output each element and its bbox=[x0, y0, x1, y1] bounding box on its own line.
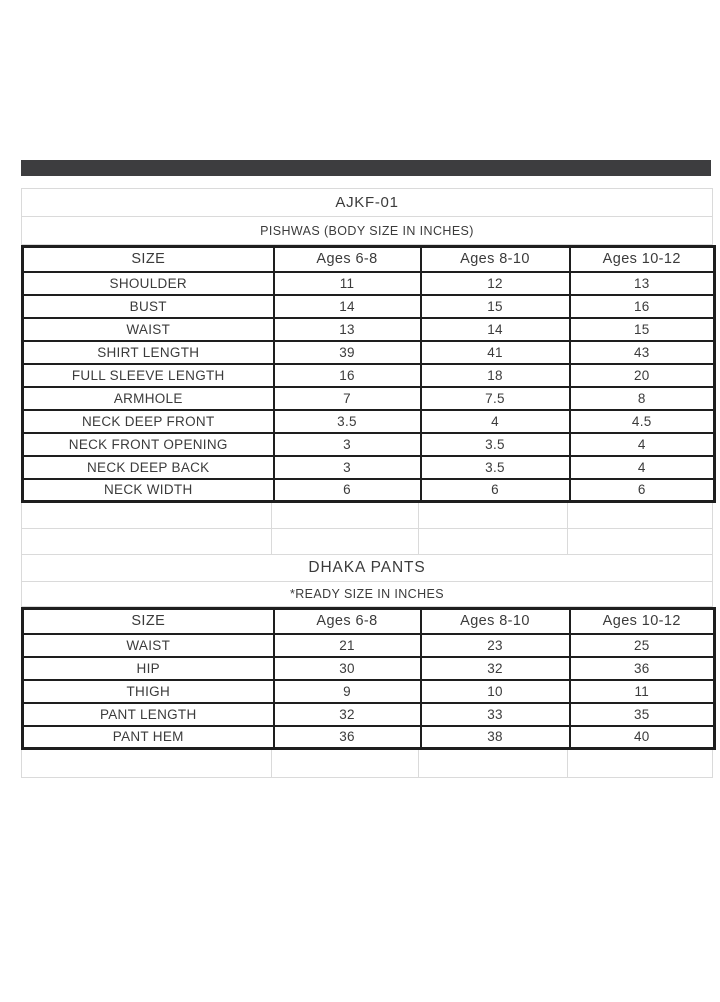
measure-label-cell: NECK DEEP FRONT bbox=[23, 410, 274, 433]
size-value-cell: 16 bbox=[274, 364, 421, 387]
measure-label-cell: THIGH bbox=[23, 680, 274, 703]
size-value-cell: 10 bbox=[421, 680, 570, 703]
measure-label-cell: NECK WIDTH bbox=[23, 479, 274, 502]
empty-cell bbox=[419, 529, 568, 555]
size-value-cell: 38 bbox=[421, 726, 570, 749]
size-value-cell: 7.5 bbox=[421, 387, 570, 410]
measure-label-cell: PANT HEM bbox=[23, 726, 274, 749]
size-value-cell: 32 bbox=[421, 657, 570, 680]
table-row bbox=[23, 433, 715, 456]
measure-label-cell: HIP bbox=[23, 657, 274, 680]
table-row bbox=[23, 318, 715, 341]
empty-grid-row bbox=[22, 750, 713, 778]
size-value-cell: 40 bbox=[570, 726, 715, 749]
size-value-cell: 6 bbox=[274, 479, 421, 502]
size-value-cell: 4 bbox=[570, 433, 715, 456]
size-value-cell: 21 bbox=[274, 634, 421, 657]
pishwas-header-row bbox=[23, 247, 715, 272]
size-value-cell: 11 bbox=[570, 680, 715, 703]
empty-cell bbox=[22, 750, 272, 778]
size-value-cell: 3 bbox=[274, 456, 421, 479]
size-value-cell: 35 bbox=[570, 703, 715, 726]
size-value-cell: 13 bbox=[570, 272, 715, 295]
size-value-cell: 4.5 bbox=[570, 410, 715, 433]
size-value-cell: 12 bbox=[421, 272, 570, 295]
table-row bbox=[23, 410, 715, 433]
empty-grid-row bbox=[22, 503, 713, 529]
dhaka-size-table bbox=[21, 607, 716, 750]
empty-cell bbox=[419, 750, 568, 778]
empty-grid-row bbox=[22, 529, 713, 555]
empty-cell bbox=[272, 750, 419, 778]
measure-label-cell: NECK FRONT OPENING bbox=[23, 433, 274, 456]
size-value-cell: 30 bbox=[274, 657, 421, 680]
dhaka-subtitle: *READY SIZE IN INCHES bbox=[289, 587, 445, 601]
size-value-cell: 13 bbox=[274, 318, 421, 341]
measure-label-cell: WAIST bbox=[23, 318, 274, 341]
size-value-cell: 43 bbox=[570, 341, 715, 364]
header-divider-bar bbox=[21, 160, 711, 176]
size-value-cell: 3.5 bbox=[274, 410, 421, 433]
table-row bbox=[23, 726, 715, 749]
size-value-cell: 20 bbox=[570, 364, 715, 387]
table-row bbox=[23, 364, 715, 387]
size-value-cell: 3 bbox=[274, 433, 421, 456]
measure-label-cell: FULL SLEEVE LENGTH bbox=[23, 364, 274, 387]
table-row bbox=[23, 657, 715, 680]
empty-cell bbox=[568, 503, 713, 529]
size-value-cell: 11 bbox=[274, 272, 421, 295]
product-code: AJKF-01 bbox=[335, 194, 399, 211]
table-row bbox=[23, 272, 715, 295]
size-chart-sheet bbox=[21, 188, 713, 778]
empty-cell bbox=[22, 503, 272, 529]
empty-cell bbox=[419, 503, 568, 529]
size-value-cell: 33 bbox=[421, 703, 570, 726]
pishwas-size-table bbox=[21, 245, 716, 503]
pishwas-subtitle-row bbox=[21, 217, 713, 245]
size-value-cell: 6 bbox=[421, 479, 570, 502]
measure-label-cell: PANT LENGTH bbox=[23, 703, 274, 726]
measure-label-cell: BUST bbox=[23, 295, 274, 318]
measure-label-cell: NECK DEEP BACK bbox=[23, 456, 274, 479]
size-value-cell: 39 bbox=[274, 341, 421, 364]
dhaka-title: DHAKA PANTS bbox=[308, 559, 426, 576]
size-value-cell: 36 bbox=[274, 726, 421, 749]
size-value-cell: 36 bbox=[570, 657, 715, 680]
column-header-ages-8-10: Ages 8-10 bbox=[421, 247, 570, 272]
column-header-ages-6-8: Ages 6-8 bbox=[274, 247, 421, 272]
measure-label-cell: WAIST bbox=[23, 634, 274, 657]
size-value-cell: 41 bbox=[421, 341, 570, 364]
size-value-cell: 9 bbox=[274, 680, 421, 703]
empty-cell bbox=[22, 529, 272, 555]
table-row bbox=[23, 387, 715, 410]
size-value-cell: 15 bbox=[570, 318, 715, 341]
column-header-ages-10-12: Ages 10-12 bbox=[570, 609, 715, 634]
size-value-cell: 25 bbox=[570, 634, 715, 657]
empty-cell bbox=[568, 750, 713, 778]
size-value-cell: 14 bbox=[274, 295, 421, 318]
table-row bbox=[23, 295, 715, 318]
size-value-cell: 16 bbox=[570, 295, 715, 318]
empty-grid-band-bottom bbox=[21, 750, 713, 778]
size-value-cell: 4 bbox=[421, 410, 570, 433]
measure-label-cell: SHOULDER bbox=[23, 272, 274, 295]
column-header-ages-10-12: Ages 10-12 bbox=[570, 247, 715, 272]
dhaka-header-row bbox=[23, 609, 715, 634]
size-value-cell: 18 bbox=[421, 364, 570, 387]
pishwas-subtitle: PISHWAS (BODY SIZE IN INCHES) bbox=[260, 223, 474, 238]
column-header-ages-6-8: Ages 6-8 bbox=[274, 609, 421, 634]
column-header-ages-8-10: Ages 8-10 bbox=[421, 609, 570, 634]
measure-label-cell: ARMHOLE bbox=[23, 387, 274, 410]
size-value-cell: 15 bbox=[421, 295, 570, 318]
size-value-cell: 6 bbox=[570, 479, 715, 502]
table-row bbox=[23, 456, 715, 479]
empty-cell bbox=[568, 529, 713, 555]
empty-cell bbox=[272, 503, 419, 529]
table-row bbox=[23, 703, 715, 726]
table-row bbox=[23, 680, 715, 703]
measure-label-cell: SHIRT LENGTH bbox=[23, 341, 274, 364]
product-code-row bbox=[21, 188, 713, 217]
empty-grid-band bbox=[21, 503, 713, 555]
dhaka-title-row bbox=[21, 555, 713, 582]
table-row bbox=[23, 341, 715, 364]
size-value-cell: 32 bbox=[274, 703, 421, 726]
size-value-cell: 3.5 bbox=[421, 456, 570, 479]
column-header-size: SIZE bbox=[23, 609, 274, 634]
table-row bbox=[23, 634, 715, 657]
size-value-cell: 7 bbox=[274, 387, 421, 410]
dhaka-subtitle-row bbox=[21, 582, 713, 607]
table-row bbox=[23, 479, 715, 502]
size-value-cell: 14 bbox=[421, 318, 570, 341]
empty-cell bbox=[272, 529, 419, 555]
size-value-cell: 4 bbox=[570, 456, 715, 479]
size-value-cell: 3.5 bbox=[421, 433, 570, 456]
column-header-size: SIZE bbox=[23, 247, 274, 272]
size-value-cell: 8 bbox=[570, 387, 715, 410]
size-value-cell: 23 bbox=[421, 634, 570, 657]
